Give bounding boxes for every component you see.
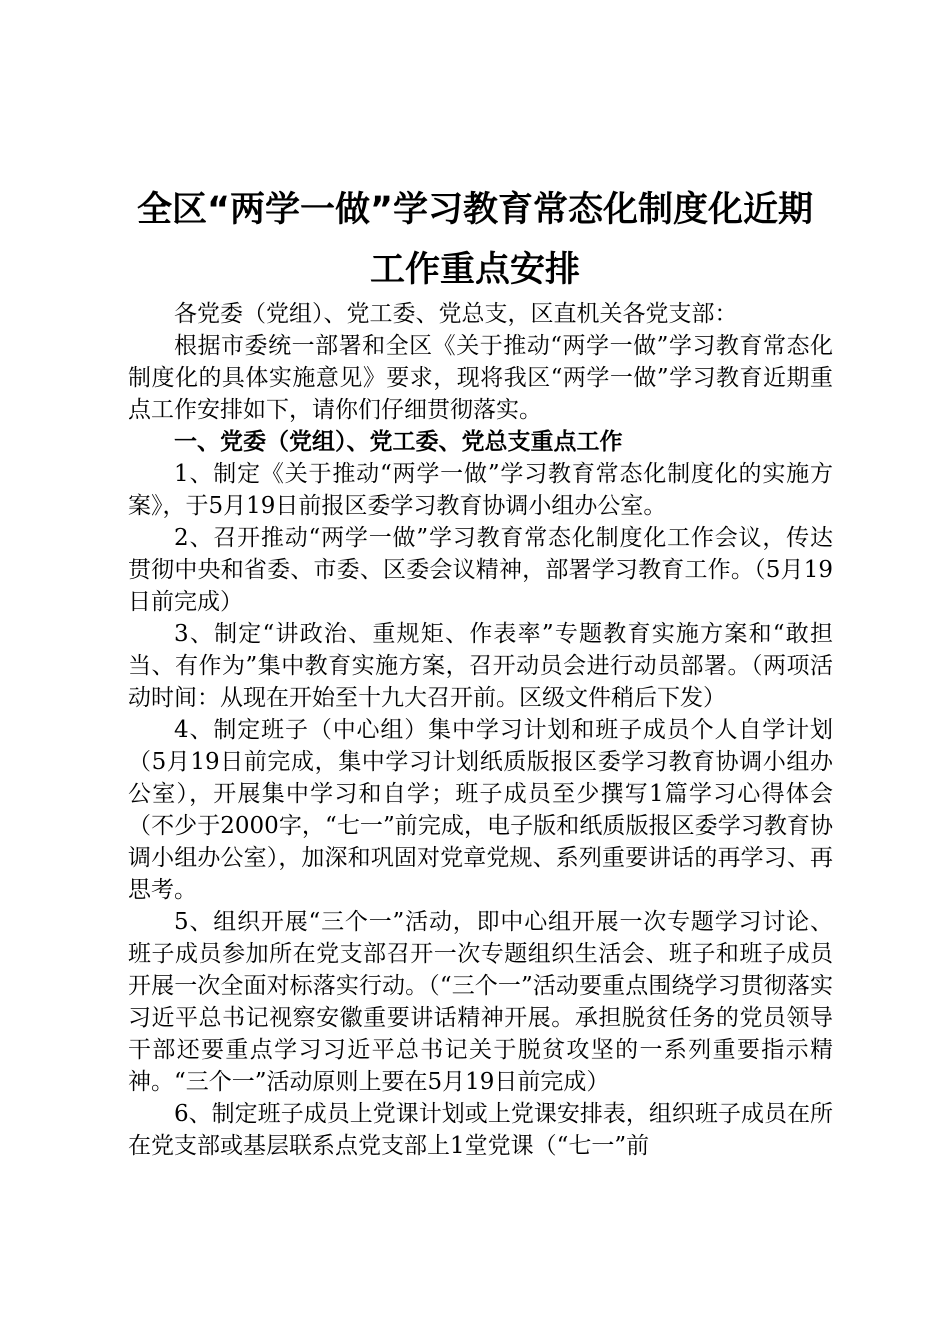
document-title-line2: 工作重点安排	[369, 250, 580, 290]
list-item: 3、制定“讲政治、重规矩、作表率”专题教育实施方案和“敢担当、有作为”集中教育实施方案，召开动员会进行动员部署。（两项活动时间：从现在开始至十九大召开前。区级文件稍后下发）	[128, 621, 833, 711]
list-item: 6、制定班子成员上党课计划或上党课安排表，组织班子成员在所在党支部或基层联系点党支部上1堂党课（“七一”前	[128, 1101, 833, 1159]
list-item: 2、召开推动“两学一做”学习教育常态化制度化工作会议，传达贯彻中央和省委、市委、区委会议精神，部署学习教育工作。（5月19日前完成）	[128, 525, 833, 615]
list-item: 1、制定《关于推动“两学一做”学习教育常态化制度化的实施方案》，于5月19日前报区委学习教育协调小组办公室。	[128, 461, 833, 519]
list-item: 5、组织开展“三个一”活动，即中心组开展一次专题学习讨论、班子成员参加所在党支部召开一次专题组织生活会、班子和班子成员开展一次全面对标落实行动。（“三个一”活动要重点围绕学习贯彻落实习近平总书记视察安徽重要讲话精神开展。承担脱贫任务的党员领导干部还要重点学习习近平总书记关于脱贫攻坚的一系列重要指示精神。“三个一”活动原则上要在5月19日前完成）	[128, 909, 833, 1095]
document-title-line1: 全区“两学一做”学习教育常态化制度化近期	[136, 190, 813, 230]
document-body	[128, 298, 833, 1162]
intro-paragraph: 根据市委统一部署和全区《关于推动“两学一做”学习教育常态化制度化的具体实施意见》要求，现将我区“两学一做”学习教育近期重点工作安排如下，请你们仔细贯彻落实。	[128, 333, 833, 423]
salutation: 各党委（党组）、党工委、党总支，区直机关各党支部：	[174, 301, 738, 327]
section-heading: 一、党委（党组）、党工委、党总支重点工作	[174, 428, 623, 455]
list-item: 4、制定班子（中心组）集中学习计划和班子成员个人自学计划（5月19日前完成，集中学习计划纸质版报区委学习教育协调小组办公室），开展集中学习和自学；班子成员至少撰写1篇学习心得体会（不少于2000字，“七一”前完成，电子版和纸质版报区委学习教育协调小组办公室），加深和巩固对党章党规、系列重要讲话的再学习、再思考。	[128, 717, 833, 903]
